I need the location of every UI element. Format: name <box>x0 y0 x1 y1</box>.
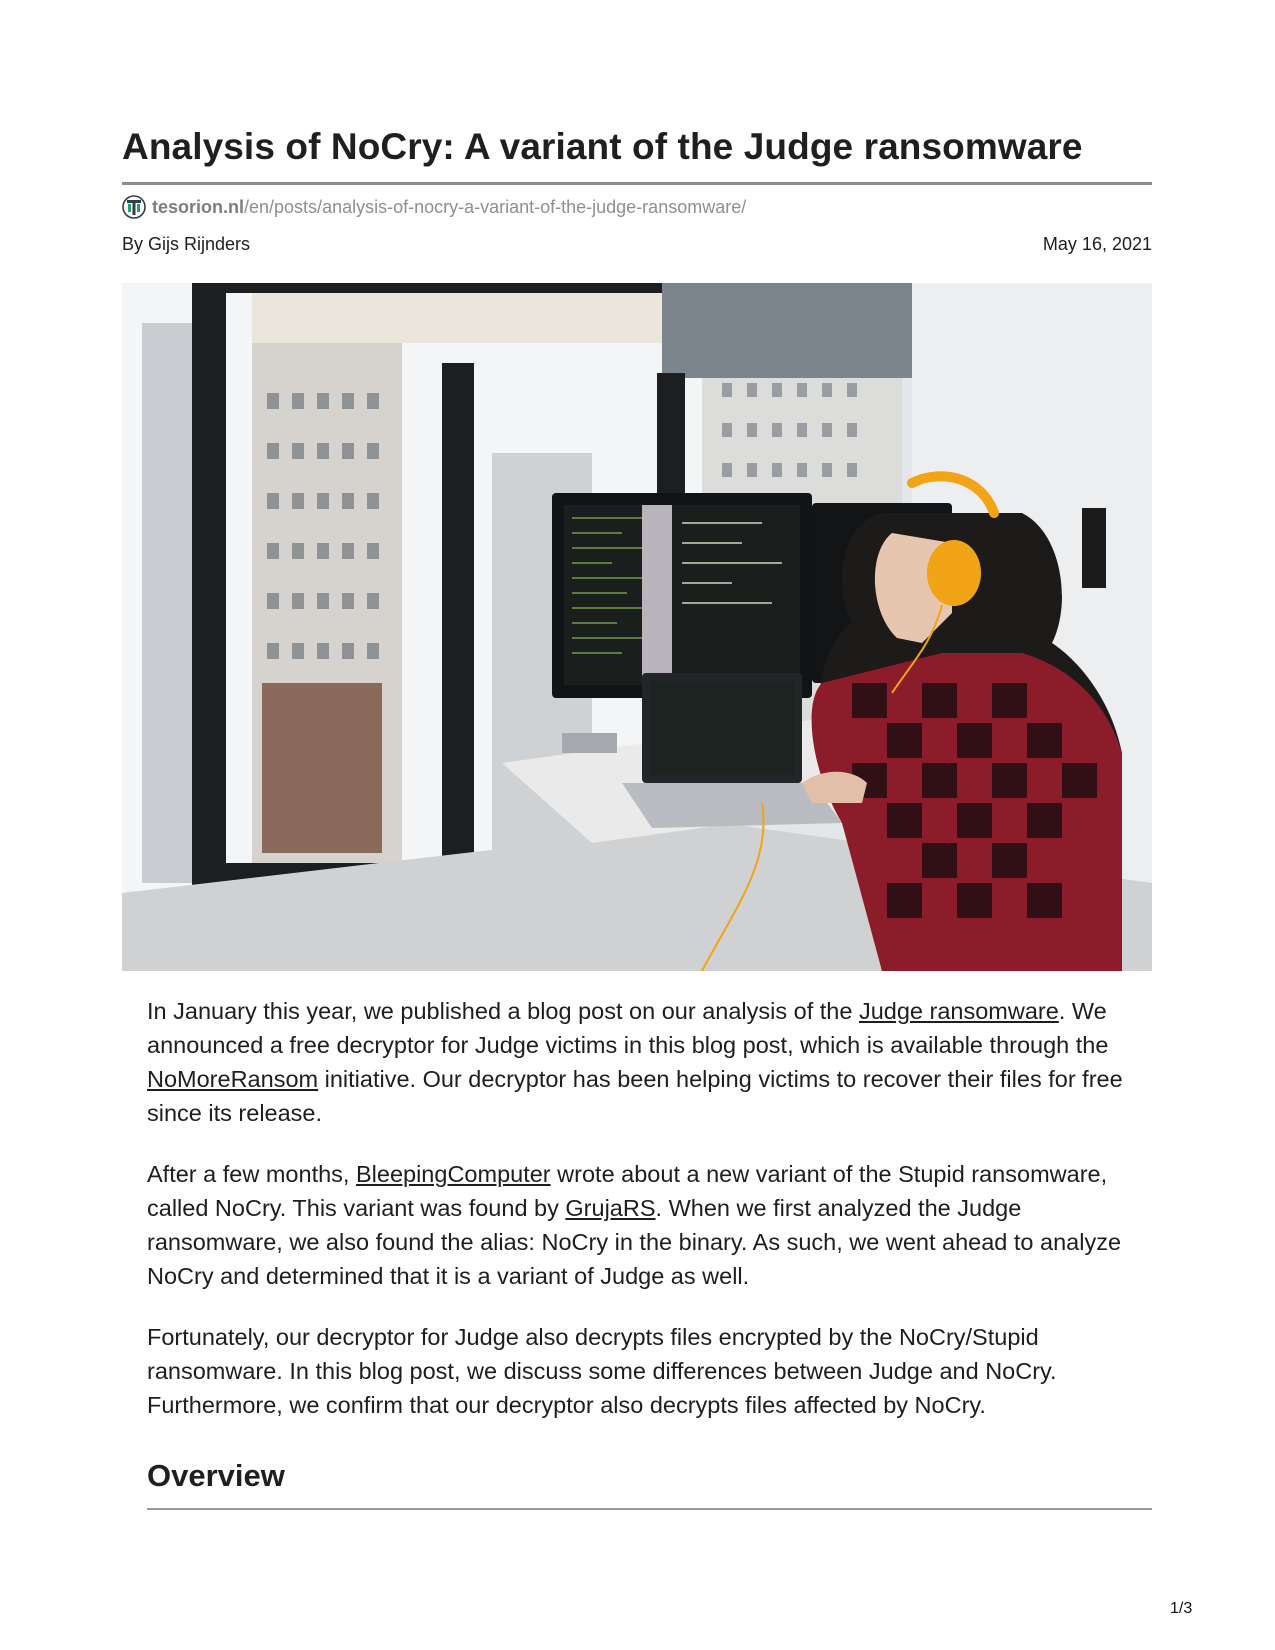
grujars-link[interactable]: GrujaRS <box>565 1195 656 1221</box>
nocry-paragraph <box>147 1157 1147 1293</box>
p2-text-3: . When we first analyzed the Judge ransomware, we also found the alias: NoCry in the binary. As such, we went ahead to analyze NoCry and determined that it is a variant of Judge as well. <box>147 1195 1122 1289</box>
overview-heading: Overview <box>147 1458 285 1493</box>
p2-text-1: After a few months, <box>147 1161 356 1187</box>
byline <box>122 234 1152 255</box>
photo-woman-at-monitors-icon <box>122 283 1152 971</box>
bleepingcomputer-link[interactable]: BleepingComputer <box>355 1161 551 1187</box>
publish-date: May 16, 2021 <box>1042 234 1152 254</box>
source-url[interactable] <box>122 194 746 220</box>
intro-paragraph <box>147 994 1147 1130</box>
author: By Gijs Rijnders <box>122 234 251 254</box>
p1-text-1: In January this year, we published a blog post on our analysis of the <box>147 998 859 1024</box>
p2-text-2: wrote about a new variant of the Stupid ransomware, called NoCry. This variant was found by <box>147 1161 1108 1221</box>
decryptor-paragraph <box>147 1320 1147 1422</box>
tesorion-logo-icon <box>122 195 146 219</box>
title-divider <box>122 182 1152 185</box>
source-path[interactable]: /en/posts/analysis-of-nocry-a-variant-of-the-judge-ransomware/ <box>244 196 747 217</box>
p1-text-3: initiative. Our decryptor has been helping victims to recover their files for free since its release. <box>147 1066 1123 1126</box>
page-number: 1/3 <box>1170 1600 1193 1617</box>
judge-ransomware-link[interactable]: Judge ransomware <box>858 998 1059 1024</box>
p1-text-2: . We announced a free decryptor for Judge victims in this blog post, which is available through the <box>147 998 1109 1058</box>
overview-divider <box>147 1508 1152 1510</box>
nomoreransom-link[interactable]: NoMoreRansom <box>147 1066 319 1092</box>
hero-image <box>122 283 1152 971</box>
source-domain[interactable]: tesorion.nl <box>152 196 245 217</box>
p3-text-1: Fortunately, our decryptor for Judge also decrypts files encrypted by the NoCry/Stupid ransomware. In this blog post, we discuss some differences between Judge and NoCry. Furthermore, we confirm that our decryptor also decrypts files affected by NoCry. <box>147 1324 1057 1418</box>
article-title: Analysis of NoCry: A variant of the Judge ransomware <box>122 126 1083 167</box>
